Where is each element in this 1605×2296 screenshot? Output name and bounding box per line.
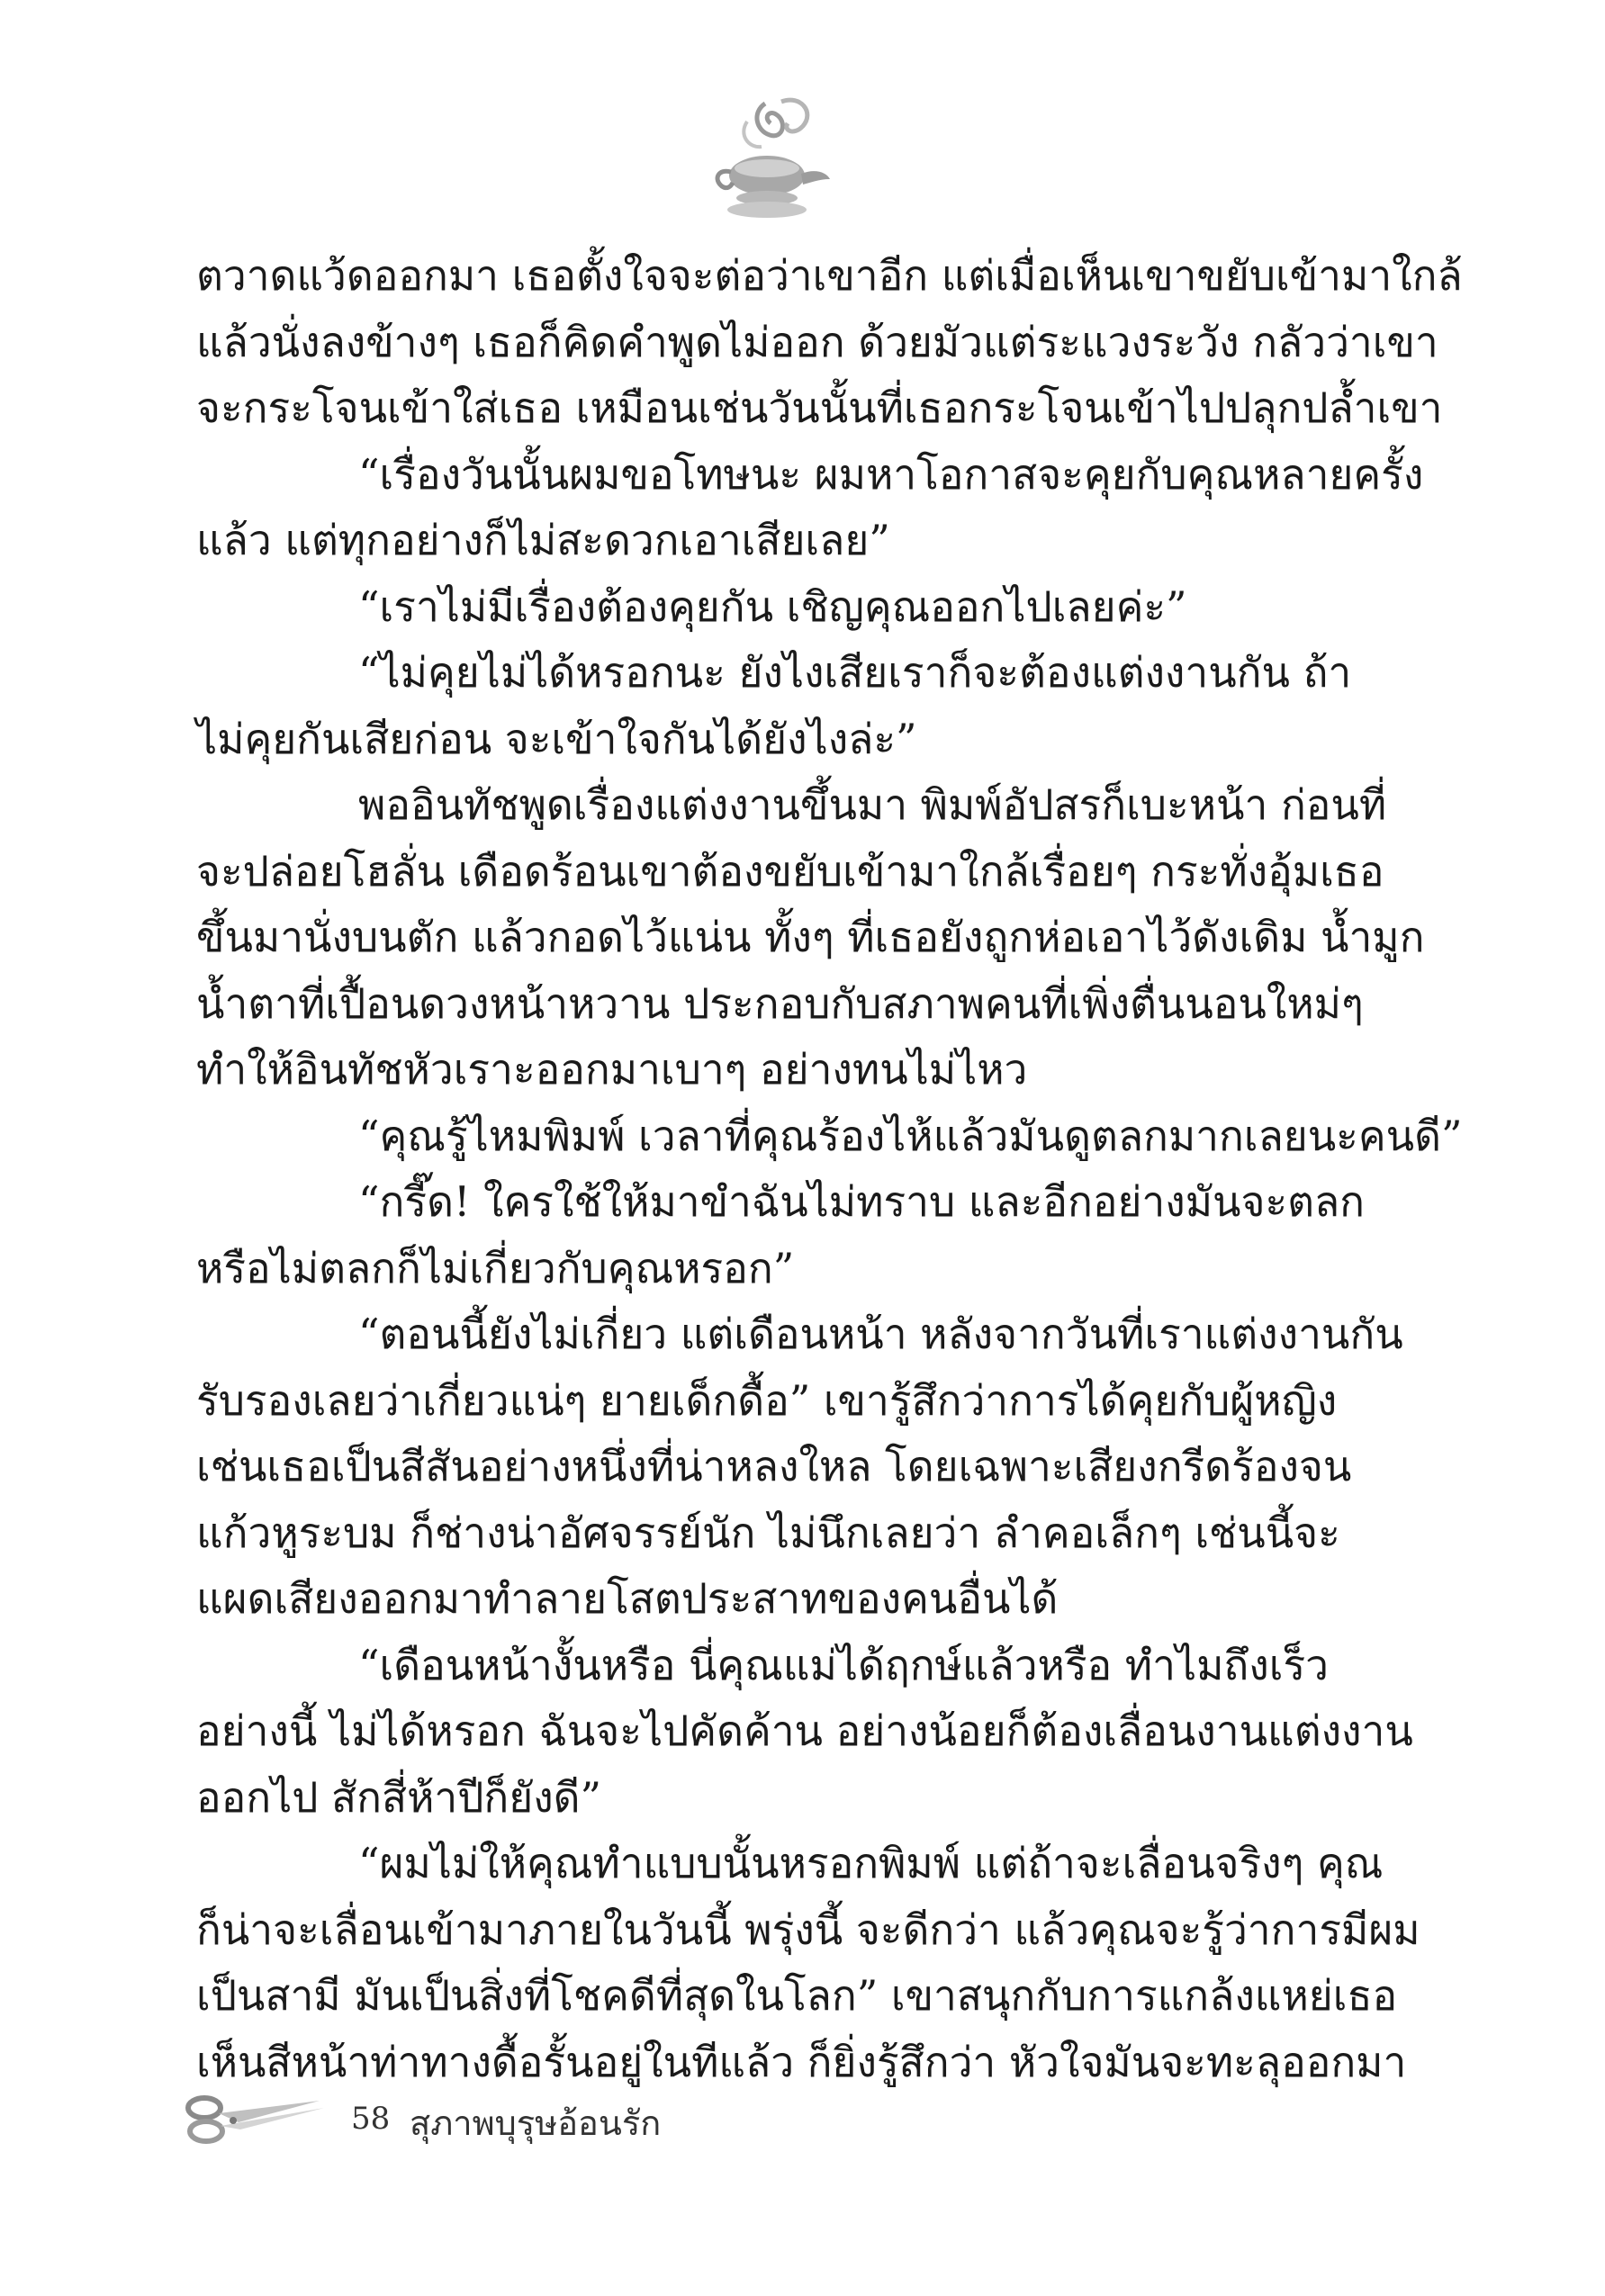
text-line: ขึ้นมานั่งบนตัก แล้วกอดไว้แน่น ทั้งๆ ที่เธอยังถูกห่อเอาไว้ดังเดิม น้ำมูก (196, 913, 1425, 961)
text-line: “เดือนหน้างั้นหรือ นี่คุณแม่ได้ฤกษ์แล้วหรือ ทำไมถึงเร็ว (358, 1640, 1329, 1689)
body-text (196, 243, 1463, 2095)
scissors-icon (185, 2088, 329, 2151)
text-line: ก็น่าจะเลื่อนเข้ามาภายในวันนี้ พรุ่งนี้ จะดีกว่า แล้วคุณจะรู้ว่าการมีผม (196, 1904, 1420, 1954)
text-line: ตวาดแว้ดออกมา เธอตั้งใจจะต่อว่าเขาอีก แต่เมื่อเห็นเขาขยับเข้ามาใกล้ (196, 251, 1463, 300)
text-line: แผดเสียงออกมาทำลายโสตประสาทของคนอื่นได้ (196, 1574, 1059, 1623)
text-line: อย่างนี้ ไม่ได้หรอก ฉันจะไปคัดค้าน อย่างน้อยก็ต้องเลื่อนงานแต่งงาน (196, 1706, 1413, 1755)
text-line: “คุณรู้ไหมพิมพ์ เวลาที่คุณร้องไห้แล้วมันดูตลกมากเลยนะคนดี” (358, 1111, 1463, 1160)
text-line: เป็นสามี มันเป็นสิ่งที่โชคดีที่สุดในโลก” เขาสนุกกับการแกล้งแหย่เธอ (196, 1971, 1398, 2020)
text-line: “เราไม่มีเรื่องต้องคุยกัน เชิญคุณออกไปเลยค่ะ” (358, 581, 1187, 631)
page-number: 58 (351, 2101, 391, 2137)
text-line: หรือไม่ตลกก็ไม่เกี่ยวกับคุณหรอก” (196, 1243, 795, 1292)
text-line: แล้ว แต่ทุกอย่างก็ไม่สะดวกเอาเสียเลย” (196, 516, 890, 564)
text-line: จะปล่อยโฮลั่น เดือดร้อนเขาต้องขยับเข้ามาใกล้เรื่อยๆ กระทั่งอุ้มเธอ (196, 846, 1384, 896)
text-line: ไม่คุยกันเสียก่อน จะเข้าใจกันได้ยังไงล่ะ” (196, 714, 917, 763)
text-line: “เรื่องวันนั้นผมขอโทษนะ ผมหาโอกาสจะคุยกับคุณหลายครั้ง (358, 449, 1424, 499)
text-line: แก้วหูระบม ก็ช่างน่าอัศจรรย์นัก ไม่นึกเลยว่า ลำคอเล็กๆ เช่นนี้จะ (196, 1508, 1340, 1557)
text-line: “ไม่คุยไม่ได้หรอกนะ ยังไงเสียเราก็จะต้องแต่งงานกัน ถ้า (358, 648, 1352, 697)
text-line: รับรองเลยว่าเกี่ยวแน่ๆ ยายเด็กดื้อ” เขารู้สึกว่าการได้คุยกับผู้หญิง (196, 1375, 1338, 1425)
text-line: เช่นเธอเป็นสีสันอย่างหนึ่งที่น่าหลงใหล โดยเฉพาะเสียงกรีดร้องจน (196, 1442, 1352, 1490)
teapot-lamp-icon (702, 86, 837, 230)
text-line: จะกระโจนเข้าใส่เธอ เหมือนเช่นวันนั้นที่เธอกระโจนเข้าไปปลุกปล้ำเขา (196, 383, 1443, 432)
text-line: แล้วนั่งลงข้างๆ เธอก็คิดคำพูดไม่ออก ด้วยมัวแต่ระแวงระวัง กลัวว่าเขา (196, 317, 1438, 366)
text-line: “ผมไม่ให้คุณทำแบบนั้นหรอกพิมพ์ แต่ถ้าจะเลื่อนจริงๆ คุณ (358, 1839, 1384, 1887)
text-line: พออินทัชพูดเรื่องแต่งงานขึ้นมา พิมพ์อัปสรก็เบะหน้า ก่อนที่ (358, 780, 1387, 829)
text-line: ออกไป สักสี่ห้าปีก็ยังดี” (196, 1772, 602, 1822)
text-line: “ตอนนี้ยังไม่เกี่ยว แต่เดือนหน้า หลังจากวันที่เราแต่งงานกัน (358, 1310, 1403, 1358)
text-line: “กรี๊ด! ใครใช้ให้มาขำฉันไม่ทราบ และอีกอย่างมันจะตลก (358, 1177, 1366, 1226)
text-line: น้ำตาที่เปื้อนดวงหน้าหวาน ประกอบกับสภาพคนที่เพิ่งตื่นนอนใหม่ๆ (196, 978, 1364, 1028)
page-footer (185, 2088, 995, 2160)
book-title: สุภาพบุรุษอ้อนรัก (410, 2103, 662, 2143)
text-line: เห็นสีหน้าท่าทางดื้อรั้นอยู่ในทีแล้ว ก็ยิ่งรู้สึกว่า หัวใจมันจะทะลุออกมา (196, 2037, 1407, 2086)
text-line: ทำให้อินทัชหัวเราะออกมาเบาๆ อย่างทนไม่ไหว (196, 1045, 1028, 1094)
